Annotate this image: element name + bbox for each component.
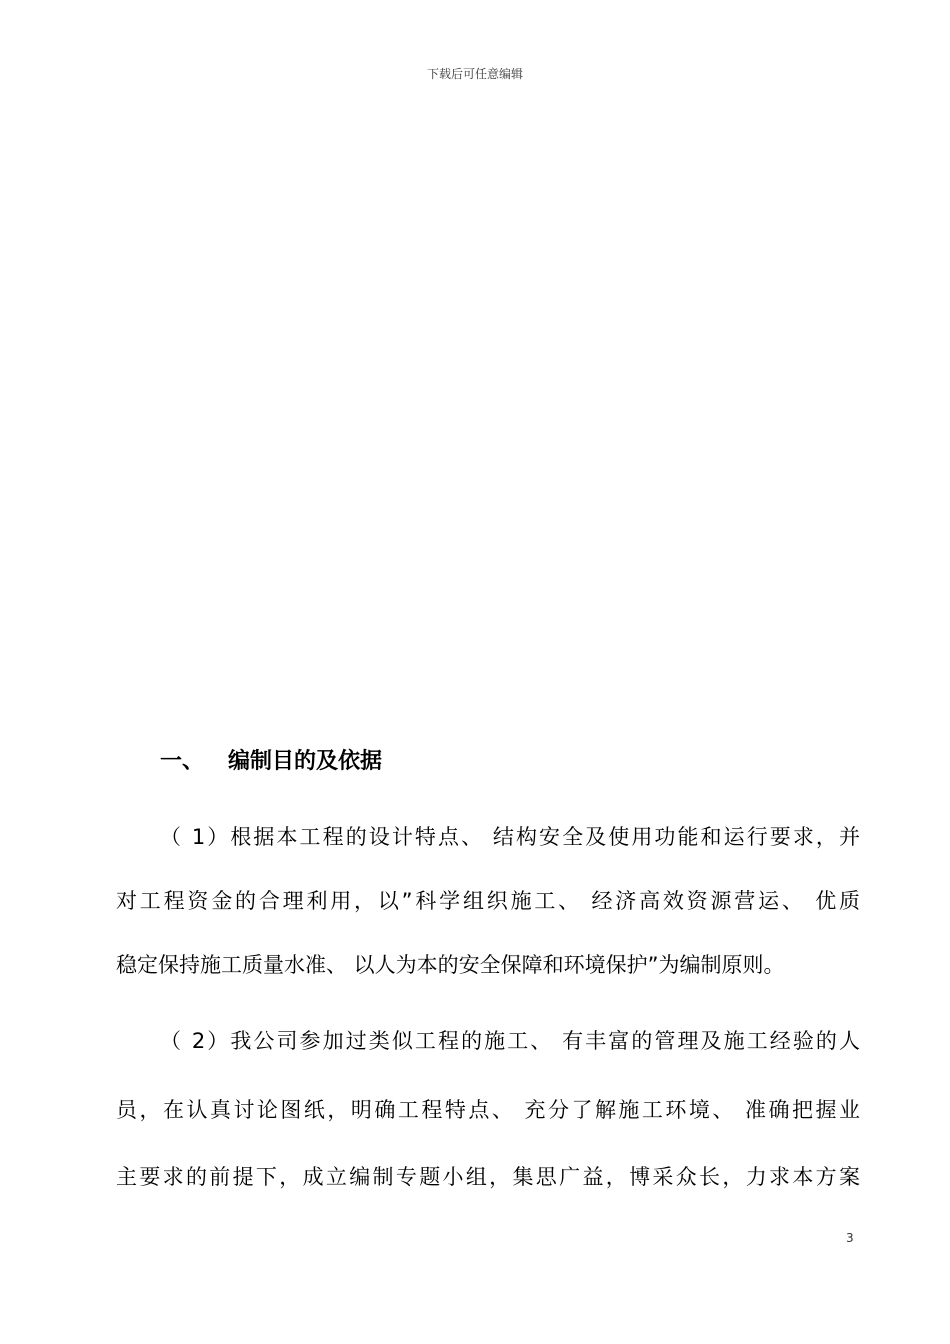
section-heading xyxy=(160,746,382,778)
paragraph-line: 对工程资金的合理利用，以”科学组织施工、 经济高效资源营运、 优质 xyxy=(116,889,860,913)
page-header: 下载后可任意编辑 xyxy=(426,67,523,81)
paragraph-line: 员，在认真讨论图纸，明确工程特点、 充分了解施工环境、 准确把握业 xyxy=(116,1098,860,1122)
paragraph-line: （ 2）我公司参加过类似工程的施工、 有丰富的管理及施工经验的人 xyxy=(160,1029,860,1053)
page-number: 3 xyxy=(846,1231,854,1245)
section-number: 一、 xyxy=(160,749,205,774)
paragraph-line: 稳定保持施工质量水准、 以人为本的安全保障和环境保护”为编制原则。 xyxy=(116,953,785,977)
paragraph-line: 主要求的前提下，成立编制专题小组，集思广益，博采众长，力求本方案 xyxy=(116,1165,860,1189)
paragraph-line: （ 1）根据本工程的设计特点、 结构安全及使用功能和运行要求，并 xyxy=(160,825,860,849)
section-title: 编制目的及依据 xyxy=(228,749,383,774)
